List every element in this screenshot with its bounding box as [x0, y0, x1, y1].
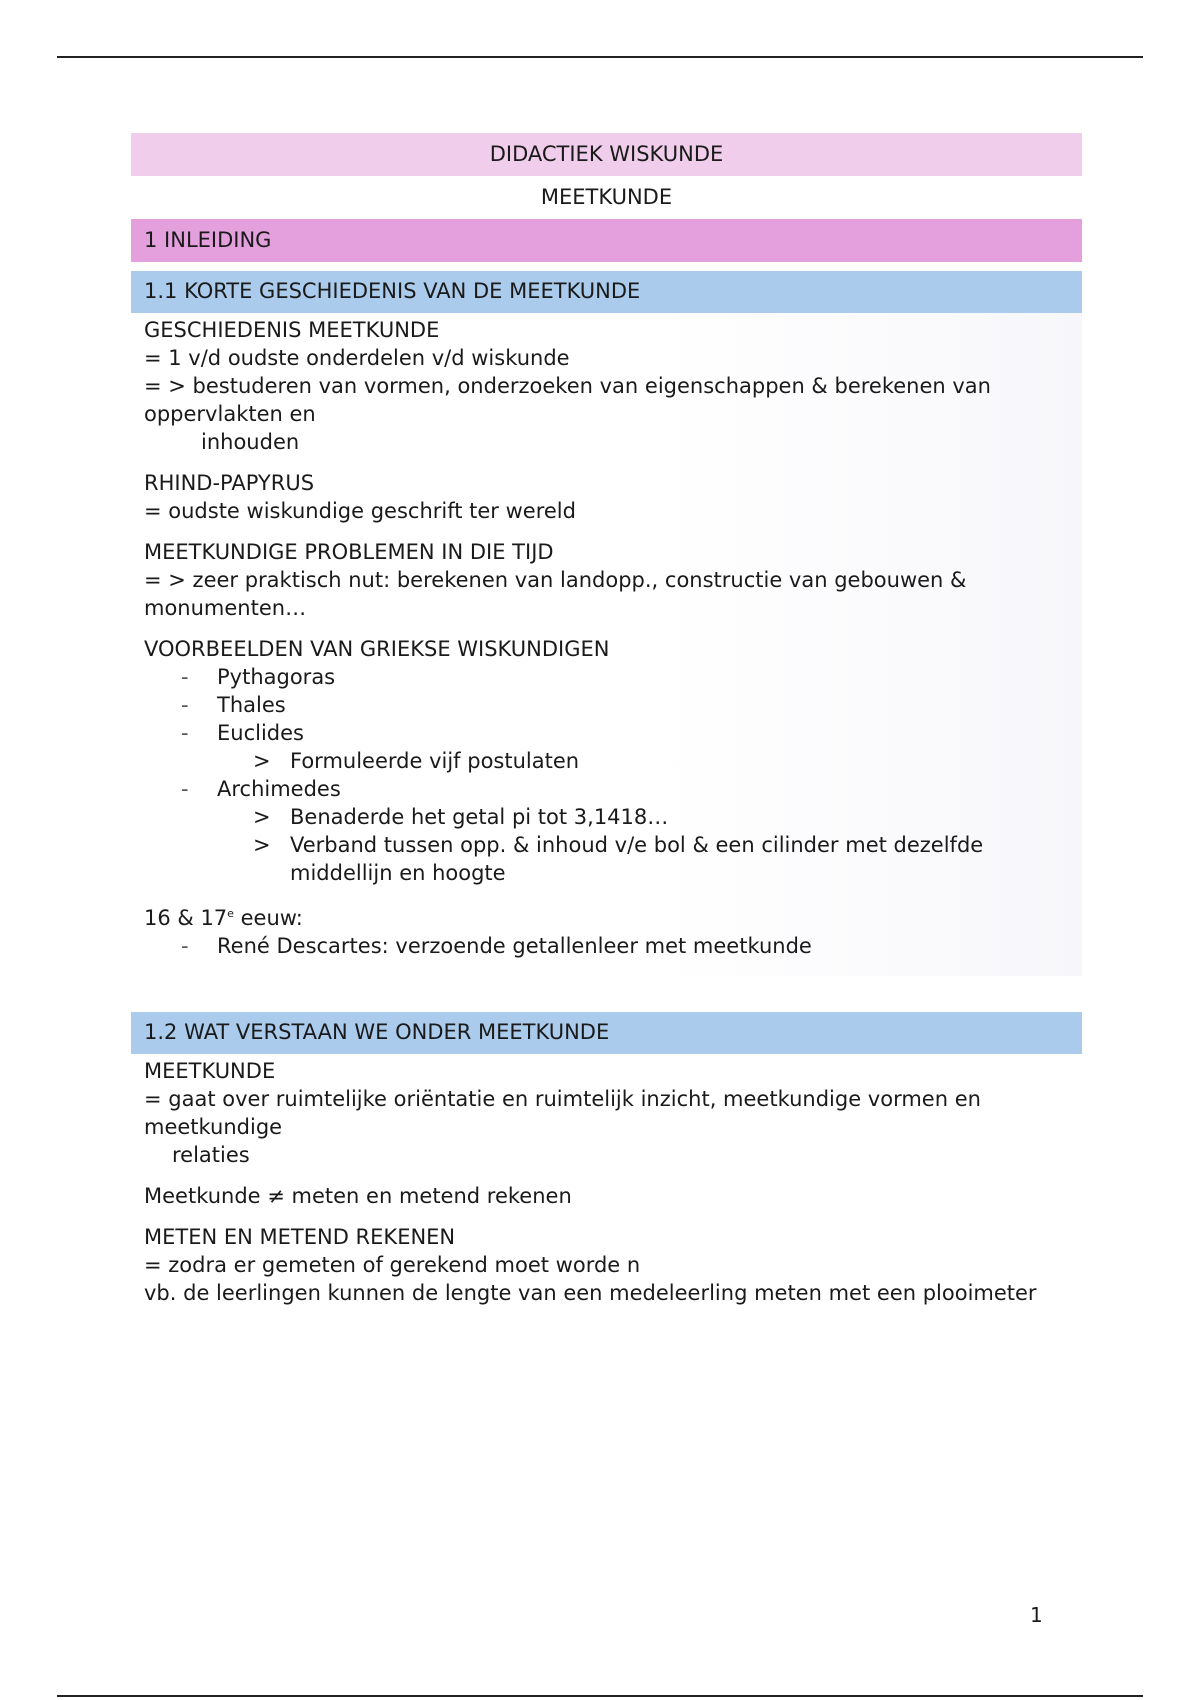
- list-item-text: Euclides: [217, 721, 304, 745]
- sub-list-item: [217, 831, 1070, 887]
- arrow-bullet: >: [253, 749, 271, 773]
- paragraph-line: = gaat over ruimtelijke oriëntatie en ruimtelijk inzicht, meetkundige vormen en meetkundige: [144, 1087, 981, 1139]
- paragraph-label: MEETKUNDE: [144, 1059, 276, 1083]
- descartes-list: [144, 932, 1070, 960]
- paragraph-rhind: [144, 469, 1070, 525]
- section-body-1-2: [131, 1054, 1082, 1336]
- page-number: 1: [1030, 1603, 1043, 1627]
- paragraph-line: inhouden: [201, 430, 300, 454]
- paragraph-problemen: [144, 538, 1070, 622]
- footer-rule: [57, 1695, 1143, 1697]
- chapter-heading: 1 INLEIDING: [131, 219, 1082, 262]
- sub-list-item: [217, 803, 1070, 831]
- list-item: [144, 691, 1070, 719]
- paragraph-line: = 1 v/d oudste onderdelen v/d wiskunde: [144, 346, 570, 370]
- list-item-text: Pythagoras: [217, 665, 336, 689]
- paragraph-eeuw-label: [144, 900, 1070, 932]
- section-heading-1-1: 1.1 KORTE GESCHIEDENIS VAN DE MEETKUNDE: [131, 271, 1082, 313]
- paragraph-label: MEETKUNDIGE PROBLEMEN IN DIE TIJD: [144, 540, 554, 564]
- dash-bullet: -: [181, 665, 189, 689]
- list-item-text: Thales: [217, 693, 286, 717]
- paragraph-line: relaties: [172, 1143, 250, 1167]
- sub-list-item-text: Benaderde het getal pi tot 3,1418…: [290, 805, 669, 829]
- dash-bullet: -: [181, 721, 189, 745]
- century-label: 16 & 17: [144, 906, 228, 930]
- century-label-suffix: eeuw:: [233, 906, 303, 930]
- section-body-1-1: [131, 313, 1082, 976]
- paragraph-meten: [144, 1223, 1070, 1307]
- sub-list: [217, 803, 1070, 887]
- document-body: [131, 133, 1082, 1336]
- list-item: [144, 719, 1070, 775]
- section-heading-1-2: 1.2 WAT VERSTAAN WE ONDER MEETKUNDE: [131, 1012, 1082, 1054]
- dash-bullet: -: [181, 693, 189, 717]
- paragraph-meetkunde: [144, 1057, 1070, 1169]
- paragraph-statement: Meetkunde ≠ meten en metend rekenen: [144, 1184, 572, 1208]
- sub-list: [217, 747, 1070, 775]
- mathematicians-list: [144, 663, 1070, 887]
- arrow-bullet: >: [253, 805, 271, 829]
- paragraph-grieken-label: VOORBEELDEN VAN GRIEKSE WISKUNDIGEN: [144, 637, 610, 661]
- dash-bullet: -: [181, 934, 189, 958]
- sub-list-item-text: Formuleerde vijf postulaten: [290, 749, 580, 773]
- century-superscript: e: [227, 907, 234, 920]
- paragraph-line: = > zeer praktisch nut: berekenen van landopp., constructie van gebouwen & monumenten…: [144, 568, 967, 620]
- paragraph-line: = oudste wiskundige geschrift ter wereld: [144, 499, 576, 523]
- paragraph-label: RHIND-PAPYRUS: [144, 471, 315, 495]
- list-item: [144, 663, 1070, 691]
- document-title: DIDACTIEK WISKUNDE: [131, 133, 1082, 176]
- paragraph-label: GESCHIEDENIS MEETKUNDE: [144, 318, 440, 342]
- arrow-bullet: >: [253, 833, 271, 857]
- paragraph-line: vb. de leerlingen kunnen de lengte van een medeleerling meten met een plooimeter: [144, 1281, 1037, 1305]
- list-item: [144, 932, 1070, 960]
- document-subtitle: MEETKUNDE: [540, 185, 673, 209]
- list-item: [144, 775, 1070, 887]
- paragraph-line: = > bestuderen van vormen, onderzoeken van eigenschappen & berekenen van oppervlakten en: [144, 374, 991, 426]
- paragraph-geschiedenis: [144, 316, 1070, 456]
- paragraph-line: = zodra er gemeten of gerekend moet worde n: [144, 1253, 641, 1277]
- sub-list-item-text: Verband tussen opp. & inhoud v/e bol & een cilinder met dezelfde middellijn en hoogte: [290, 833, 984, 885]
- paragraph-label: METEN EN METEND REKENEN: [144, 1225, 456, 1249]
- header-rule: [57, 56, 1143, 58]
- section-spacer: [131, 976, 1082, 1012]
- dash-bullet: -: [181, 777, 189, 801]
- list-item-text: Archimedes: [217, 777, 341, 801]
- list-item-text: René Descartes: verzoende getallenleer met meetkunde: [217, 934, 812, 958]
- sub-list-item: [217, 747, 1070, 775]
